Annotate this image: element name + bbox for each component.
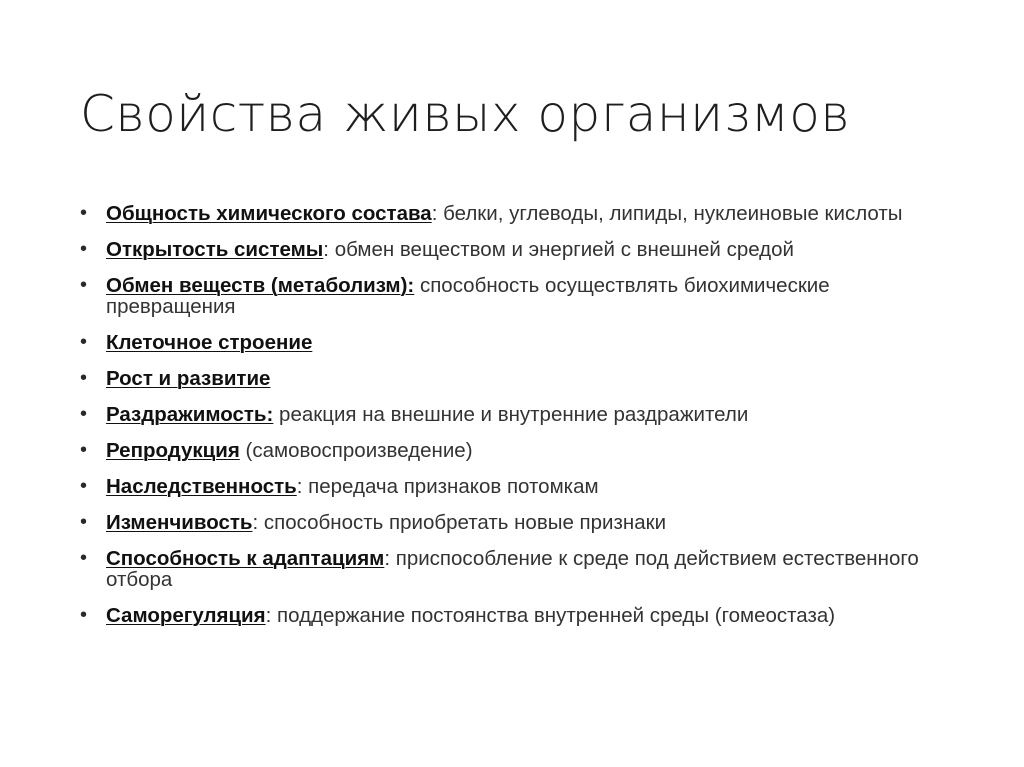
properties-list (80, 203, 960, 626)
item-term: Способность к адаптациям (106, 547, 385, 570)
list-item (80, 368, 960, 389)
bullet-icon: • (80, 202, 88, 224)
bullet-icon: • (80, 475, 88, 497)
item-term: Наследственность (106, 475, 297, 498)
item-description: обмен веществом и энергией с внешней средой (329, 238, 794, 261)
item-separator: : (323, 238, 329, 261)
item-description: (самовоспроизведение) (239, 439, 473, 462)
bullet-icon: • (80, 604, 88, 626)
item-term: Обмен веществ (метаболизм): (106, 274, 415, 297)
item-term: Саморегуляция (106, 604, 266, 627)
bullet-icon: • (80, 511, 88, 533)
item-description: реакция на внешние и внутренние раздражители (273, 403, 749, 426)
list-item (80, 203, 960, 224)
bullet-icon: • (80, 367, 88, 389)
bullet-icon: • (80, 238, 88, 260)
item-term: Открытость системы (106, 238, 324, 261)
list-item (80, 605, 960, 626)
list-item (80, 275, 960, 317)
item-separator: : (296, 475, 303, 498)
item-term: Репродукция (106, 439, 240, 462)
item-description: белки, углеводы, липиды, нуклеиновые кислоты (437, 202, 903, 225)
list-item (80, 332, 960, 353)
item-term: Клеточное строение (106, 331, 313, 354)
bullet-icon: • (80, 403, 88, 425)
item-description: способность осуществлять биохимические превращения (106, 274, 830, 318)
list-item (80, 404, 960, 425)
item-term: Общность химического состава (106, 202, 432, 225)
item-description: поддержание постоянства внутренней среды (гомеостаза) (271, 604, 836, 627)
list-item (80, 476, 960, 497)
list-item (80, 239, 960, 260)
item-term: Раздражимость: (106, 403, 274, 426)
list-item (80, 440, 960, 461)
list-item (80, 512, 960, 533)
bullet-icon: • (80, 547, 88, 569)
item-term: Изменчивость (106, 511, 253, 534)
item-description: способность приобретать новые признаки (258, 511, 667, 534)
item-separator: : (431, 202, 438, 225)
item-separator: : (384, 547, 391, 570)
item-term: Рост и развитие (106, 367, 271, 390)
item-description: передача признаков потомкам (302, 475, 599, 498)
item-separator: : (265, 604, 272, 627)
slide-title: Свойства живых организмов (80, 85, 851, 143)
bullet-icon: • (80, 274, 88, 296)
list-item (80, 548, 960, 590)
item-description: приспособление к среде под действием естественного отбора (106, 547, 919, 591)
bullet-icon: • (80, 439, 88, 461)
item-separator: : (252, 511, 259, 534)
bullet-icon: • (80, 331, 88, 353)
